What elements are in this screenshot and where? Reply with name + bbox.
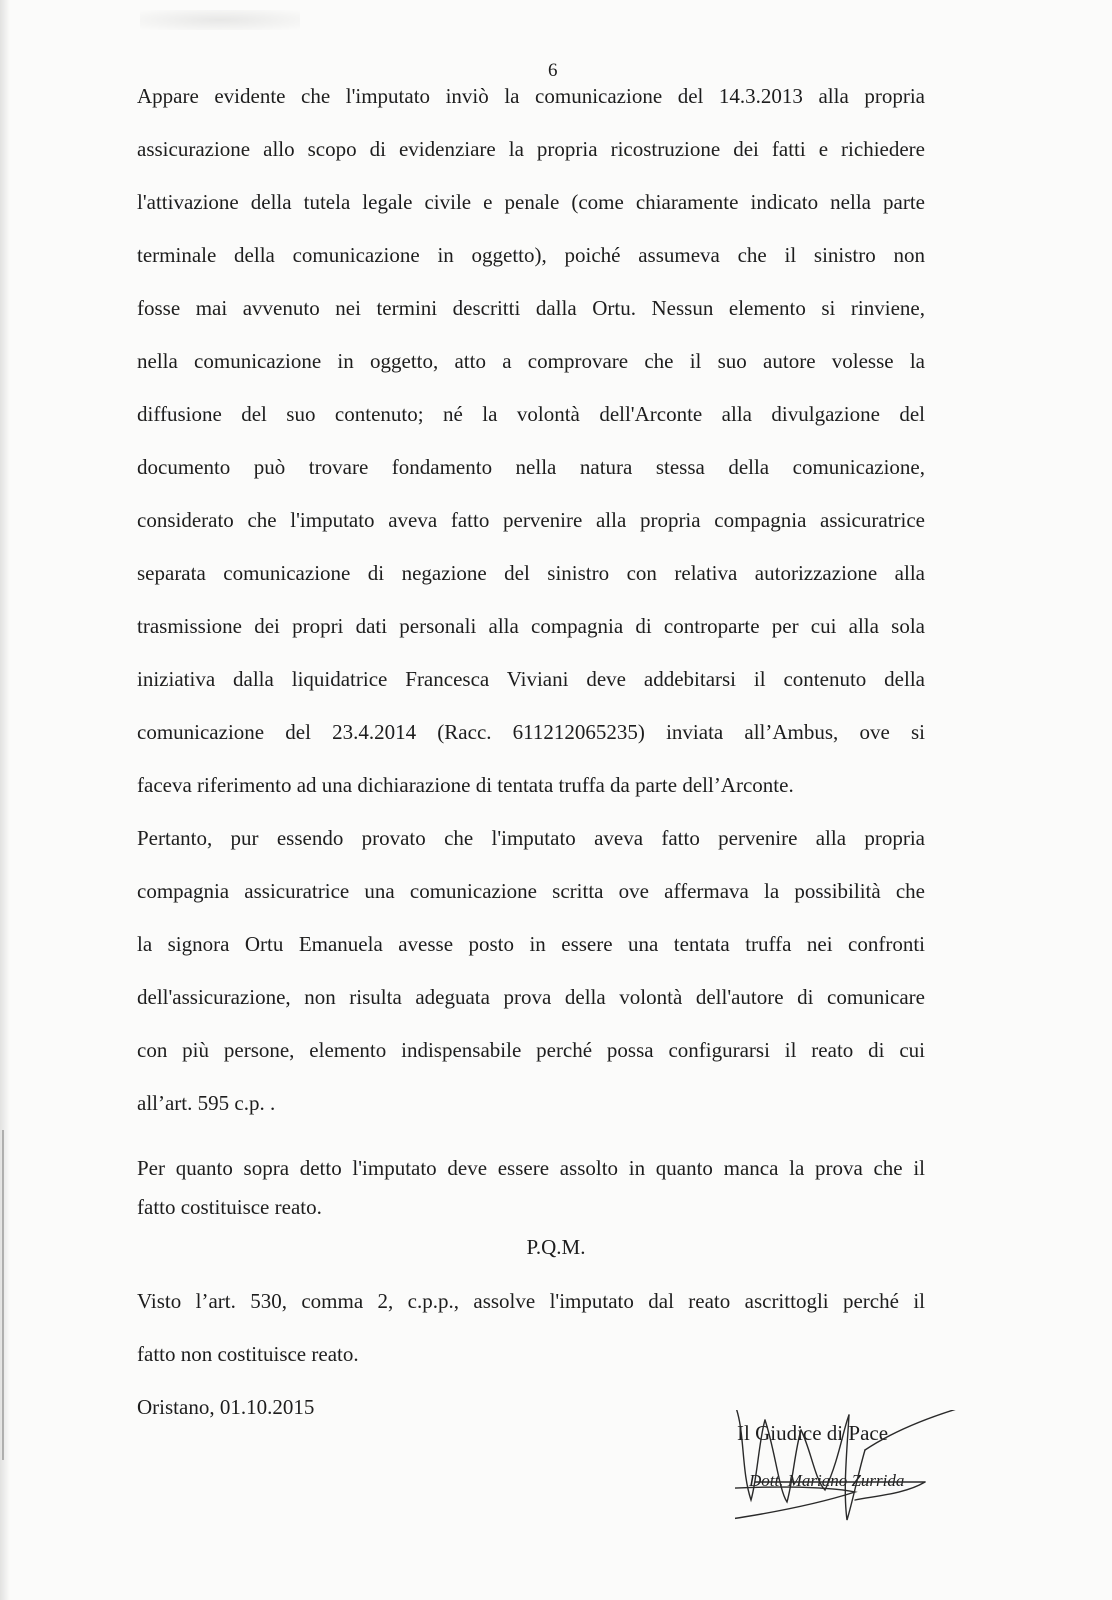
handwritten-signature-icon: [735, 1410, 995, 1560]
paragraph-4-line: fatto non costituisce reato.: [137, 1342, 359, 1366]
paragraph-1-line: trasmissione dei propri dati personali alla compagnia di controparte per cui alla sola: [137, 614, 925, 638]
paragraph-2-line: con più persone, elemento indispensabile perché possa configurarsi il reato di cui: [137, 1038, 925, 1062]
paragraph-2-line: all’art. 595 c.p. .: [137, 1091, 276, 1115]
paragraph-1-line: Appare evidente che l'imputato inviò la comunicazione del 14.3.2013 alla propria: [137, 84, 925, 108]
judge-name: Dott. Mariano Zurrida: [749, 1471, 905, 1490]
signature-block: [735, 1410, 995, 1560]
paragraph-1-line: fosse mai avvenuto nei termini descritti dalla Ortu. Nessun elemento si rinviene,: [137, 296, 925, 320]
paragraph-1-line: diffusione del suo contenuto; né la volontà dell'Arconte alla divulgazione del: [137, 402, 925, 426]
paragraph-2-line: Pertanto, pur essendo provato che l'imputato aveva fatto pervenire alla propria: [137, 826, 925, 850]
paragraph-3-line: Per quanto sopra detto l'imputato deve essere assolto in quanto manca la prova che il: [137, 1156, 925, 1180]
paragraph-1-line: terminale della comunicazione in oggetto), poiché assumeva che il sinistro non: [137, 243, 925, 267]
paragraph-2-line: la signora Ortu Emanuela avesse posto in essere una tentata truffa nei confronti: [137, 932, 925, 956]
scan-edge-mark: [2, 1130, 4, 1460]
paragraph-1-line: documento può trovare fondamento nella natura stessa della comunicazione,: [137, 455, 925, 479]
page-number: 6: [548, 60, 558, 81]
paragraph-1-line: separata comunicazione di negazione del sinistro con relativa autorizzazione alla: [137, 561, 925, 585]
paragraph-1-line: nella comunicazione in oggetto, atto a comprovare che il suo autore volesse la: [137, 349, 925, 373]
paragraph-2-line: dell'assicurazione, non risulta adeguata prova della volontà dell'autore di comunicare: [137, 985, 925, 1009]
pqm-heading: P.Q.M.: [526, 1235, 586, 1259]
paragraph-1-line: l'attivazione della tutela legale civile e penale (come chiaramente indicato nella parte: [137, 190, 925, 214]
paragraph-4-line: Visto l’art. 530, comma 2, c.p.p., assolve l'imputato dal reato ascrittogli perché il: [137, 1289, 925, 1313]
paragraph-1-line: faceva riferimento ad una dichiarazione di tentata truffa da parte dell’Arconte.: [137, 773, 794, 797]
scan-smudge: [140, 10, 300, 30]
paragraph-2-line: compagnia assicuratrice una comunicazione scritta ove affermava la possibilità che: [137, 879, 925, 903]
judge-title: Il Giudice di Pace: [737, 1421, 889, 1445]
place-date: Oristano, 01.10.2015: [137, 1395, 315, 1419]
paragraph-1-line: iniziativa dalla liquidatrice Francesca Viviani deve addebitarsi il contenuto della: [137, 667, 925, 691]
paragraph-1-line: comunicazione del 23.4.2014 (Racc. 611212065235) inviata all’Ambus, ove si: [137, 720, 925, 744]
paragraph-3-line: fatto costituisce reato.: [137, 1195, 322, 1219]
paragraph-1-line: considerato che l'imputato aveva fatto pervenire alla propria compagnia assicuratrice: [137, 508, 925, 532]
paragraph-1-line: assicurazione allo scopo di evidenziare la propria ricostruzione dei fatti e richiedere: [137, 137, 925, 161]
